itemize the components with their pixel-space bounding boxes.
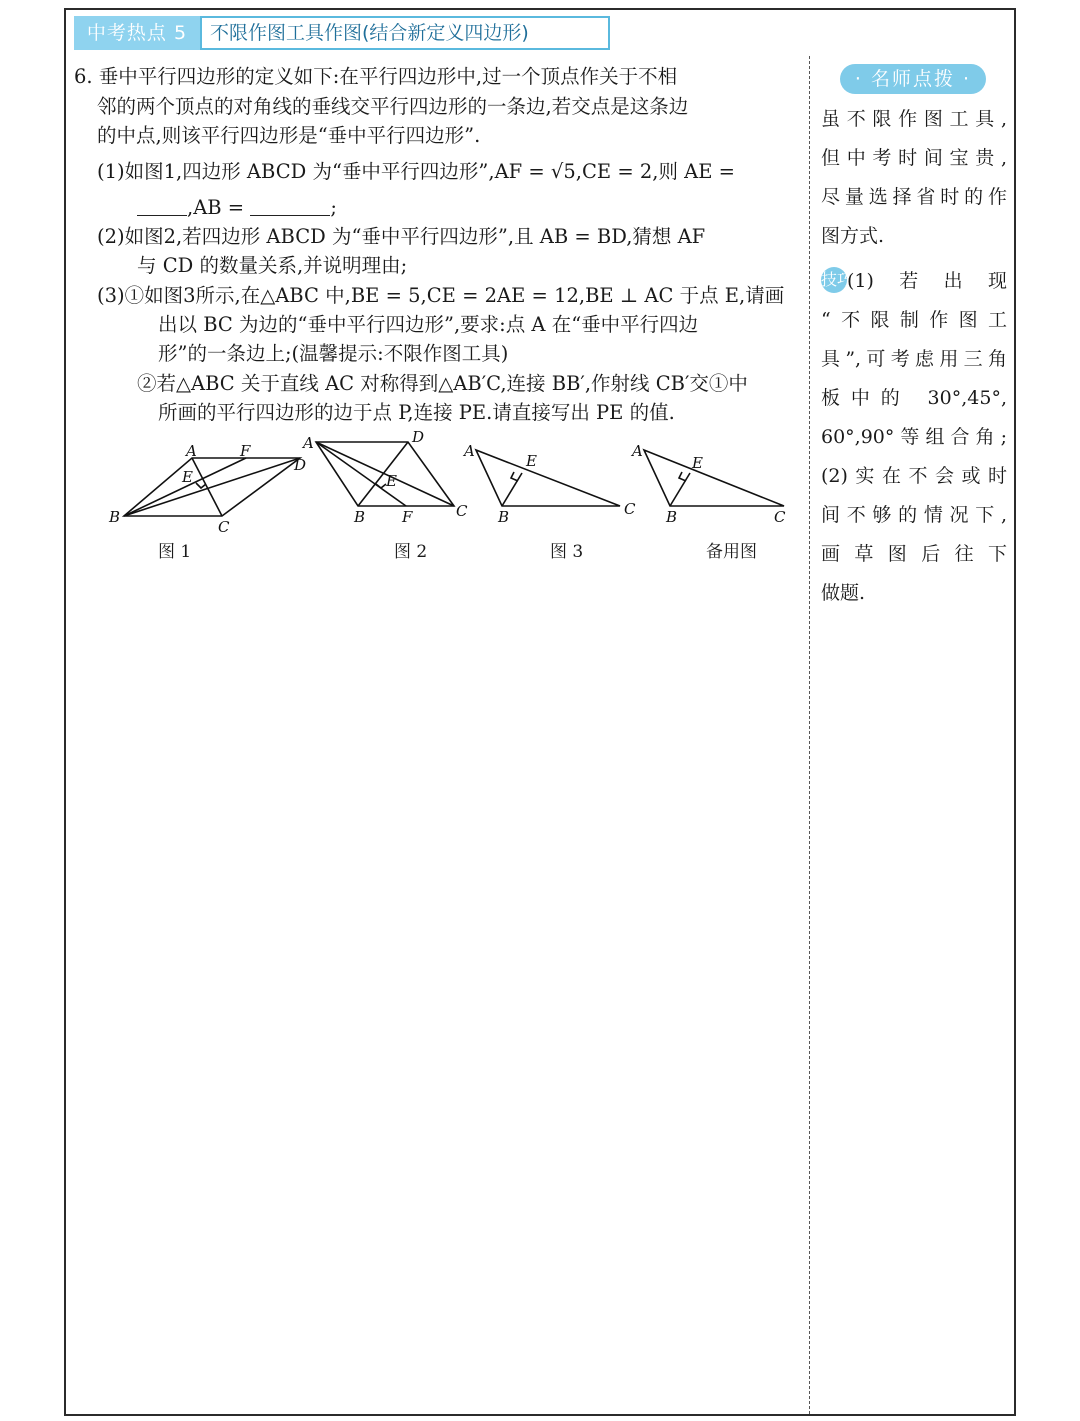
part1-end: ; xyxy=(330,196,337,219)
part2-line2: 与 CD 的数量关系,并说明理由; xyxy=(137,254,408,277)
figure-3-caption: 图 3 xyxy=(550,542,584,562)
fig2-label-c: C xyxy=(456,502,468,520)
sidebar-line-1: 虽不限作图工具, xyxy=(821,108,1007,130)
tip-line-5: 60°,90°等组合角; xyxy=(821,426,1007,448)
part3-line4: ②若△ABC 关于直线 AC 对称得到△AB′C,连接 BB′,作射线 CB′交①中 xyxy=(137,372,748,395)
part3-line5: 所画的平行四边形的边于点 P,连接 PE.请直接写出 PE 的值. xyxy=(158,401,675,424)
figure-2-caption: 图 2 xyxy=(394,542,428,562)
tip-line-6: (2)实在不会或时 xyxy=(821,465,1007,487)
fig1-label-d: D xyxy=(294,456,307,474)
fig2-label-a: A xyxy=(303,434,314,452)
part3-line1: (3)①如图3所示,在△ABC 中,BE = 5,CE = 2AE = 12,BE ⊥ AC 于点 E,请画 xyxy=(97,284,785,307)
part1-line2 xyxy=(137,193,337,223)
tip-line-2: “不限制作图工 xyxy=(821,309,1007,331)
spare-label-c: C xyxy=(774,508,786,526)
fig3-label-e: E xyxy=(526,452,537,470)
answer-blank-ab[interactable] xyxy=(250,195,330,216)
tip-line-9: 做题. xyxy=(821,582,866,604)
part1-ab-label: ,AB = xyxy=(187,196,245,219)
spare-label-e: E xyxy=(692,454,703,472)
column-divider xyxy=(809,56,810,1414)
part3-line3: 形”的一条边上;(温馨提示:不限作图工具) xyxy=(158,342,509,365)
spare-label-a: A xyxy=(632,442,643,460)
tip-icon: 技巧 xyxy=(821,267,847,293)
fig1-label-a: A xyxy=(186,442,197,460)
tip-line-3: 具”,可考虑用三角 xyxy=(821,348,1007,370)
tip-text-1: (1)若出现 xyxy=(847,270,1007,292)
problem-intro-line1: 6. 垂中平行四边形的定义如下:在平行四边形中,过一个顶点作关于不相 xyxy=(74,65,678,88)
section-tag: 中考热点 5 xyxy=(74,16,200,50)
problem-intro-line2: 邻的两个顶点的对角线的垂线交平行四边形的一条边,若交点是这条边 xyxy=(97,95,689,118)
problem-intro-line3: 的中点,则该平行四边形是“垂中平行四边形”. xyxy=(97,124,481,147)
part3-line2: 出以 BC 为边的“垂中平行四边形”,要求:点 A 在“垂中平行四边 xyxy=(158,313,699,336)
sidebar-line-2: 但中考时间宝贵, xyxy=(821,147,1007,169)
fig1-label-e: E xyxy=(182,468,193,486)
answer-blank-ae[interactable] xyxy=(137,195,187,216)
tips-badge: · 名师点拨 · xyxy=(840,64,986,94)
tip-line-8: 画草图后往下 xyxy=(821,543,1007,565)
fig3-label-b: B xyxy=(498,508,510,526)
sidebar-line-3: 尽量选择省时的作 xyxy=(821,186,1007,208)
tip-line-1 xyxy=(821,262,1007,301)
figure-spare-caption: 备用图 xyxy=(706,542,757,562)
figure-3 xyxy=(458,436,648,526)
fig2-label-b: B xyxy=(354,508,366,526)
figure-1-caption: 图 1 xyxy=(158,542,192,562)
fig1-label-c: C xyxy=(218,518,230,536)
sidebar-line-4: 图方式. xyxy=(821,225,885,247)
tip-line-7: 间不够的情况下, xyxy=(821,504,1007,526)
fig1-label-b: B xyxy=(109,508,121,526)
fig3-label-c: C xyxy=(624,500,636,518)
part2-line1: (2)如图2,若四边形 ABCD 为“垂中平行四边形”,且 AB = BD,猜想 AF xyxy=(97,225,706,248)
figure-2 xyxy=(298,428,478,526)
spare-label-b: B xyxy=(666,508,678,526)
fig2-label-f: F xyxy=(402,508,413,526)
figure-1 xyxy=(104,440,314,536)
section-title: 不限作图工具作图(结合新定义四边形) xyxy=(200,16,610,50)
part1-line1: (1)如图1,四边形 ABCD 为“垂中平行四边形”,AF = √5,CE = 2,则 AE = xyxy=(97,160,736,183)
tip-line-4: 板中的 30°,45°, xyxy=(821,387,1007,409)
figure-spare xyxy=(626,436,796,526)
fig2-label-d: D xyxy=(412,428,425,446)
fig1-label-f: F xyxy=(240,442,251,460)
fig3-label-a: A xyxy=(464,442,475,460)
fig2-label-e: E xyxy=(386,472,397,490)
